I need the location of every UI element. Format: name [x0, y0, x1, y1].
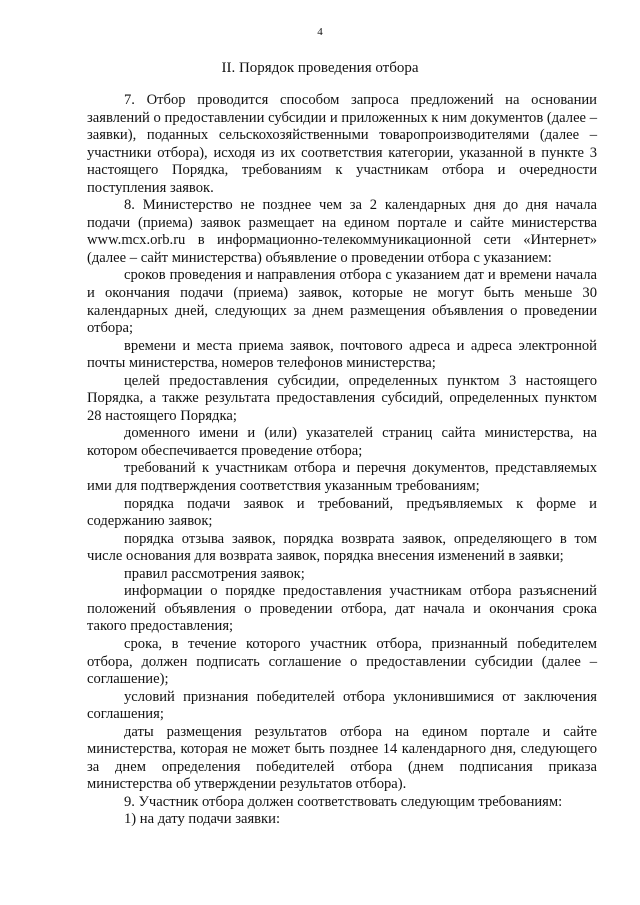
list-item-withdrawal: порядка отзыва заявок, порядка возврата заявок, определяющего в том числе основания для возврата заявок, порядка внесения изменений в заявки;	[87, 530, 597, 565]
section-title: II. Порядок проведения отбора	[221, 60, 419, 76]
list-item-evasion: условий признания победителей отбора уклонившимися от заключения соглашения;	[87, 688, 597, 723]
list-item-time-place: времени и места приема заявок, почтового адреса и адреса электронной почты министерства, номеров телефонов министерства;	[87, 337, 597, 372]
sub-item-1: 1) на дату подачи заявки:	[124, 811, 280, 828]
list-item-goals: целей предоставления субсидии, определенных пунктом 3 настоящего Порядка, а также результата предоставления субсидий, определенных пунктом 28 настоящего Порядка;	[87, 372, 597, 424]
list-item-clarifications: информации о порядке предоставления участникам отбора разъяснений положений объявления о проведении отбора, дат начала и окончания срока такого предоставления;	[87, 583, 597, 635]
page-number: 4	[317, 26, 323, 38]
list-item-deadlines: сроков проведения и направления отбора с указанием дат и времени начала и окончания подачи (приема) заявок, которые не могут быть меньше 30 календарных дней, следующих за днем размещения объявления о проведении отбора;	[87, 267, 597, 337]
paragraph-9: 9. Участник отбора должен соответствовать следующим требованиям:	[124, 793, 563, 810]
list-item-requirements: требований к участникам отбора и перечня документов, представляемых ими для подтверждения соответствия указанным требованиям;	[87, 460, 597, 495]
list-item-review-rules: правил рассмотрения заявок;	[124, 565, 305, 582]
paragraph-7: 7. Отбор проводится способом запроса предложений на основании заявлений о предоставлении субсидии и приложенных к ним документов (далее – заявки), поданных сельскохозяйственными товаропроизводителями (далее – участники отбора), исходя из их соответствия категории, указанной в пункте 3 настоящего Порядка, требованиям к участникам отбора и очередности поступления заявок.	[87, 92, 597, 196]
list-item-submission: порядка подачи заявок и требований, предъявляемых к форме и содержанию заявок;	[87, 495, 597, 530]
list-item-results-date: даты размещения результатов отбора на едином портале и сайте министерства, которая не может быть позднее 14 календарного дня, следующего за днем определения победителей отбора (днем подписания приказа министерства об утверждении результатов отбора).	[87, 723, 597, 793]
list-item-agreement-term: срока, в течение которого участник отбора, признанный победителем отбора, должен подписать соглашение о предоставлении субсидии (далее – соглашение);	[87, 635, 597, 688]
list-item-domain: доменного имени и (или) указателей страниц сайта министерства, на котором обеспечивается проведение отбора;	[87, 425, 597, 459]
paragraph-8: 8. Министерство не позднее чем за 2 календарных дня до дня начала подачи (приема) заявок размещает на едином портале и сайте министерства www.mcx.orb.ru в информационно-телекоммуникационной сети «Интернет» (далее – сайт министерства) объявление о проведении отбора с указанием:	[87, 197, 597, 266]
document-body	[87, 92, 597, 829]
